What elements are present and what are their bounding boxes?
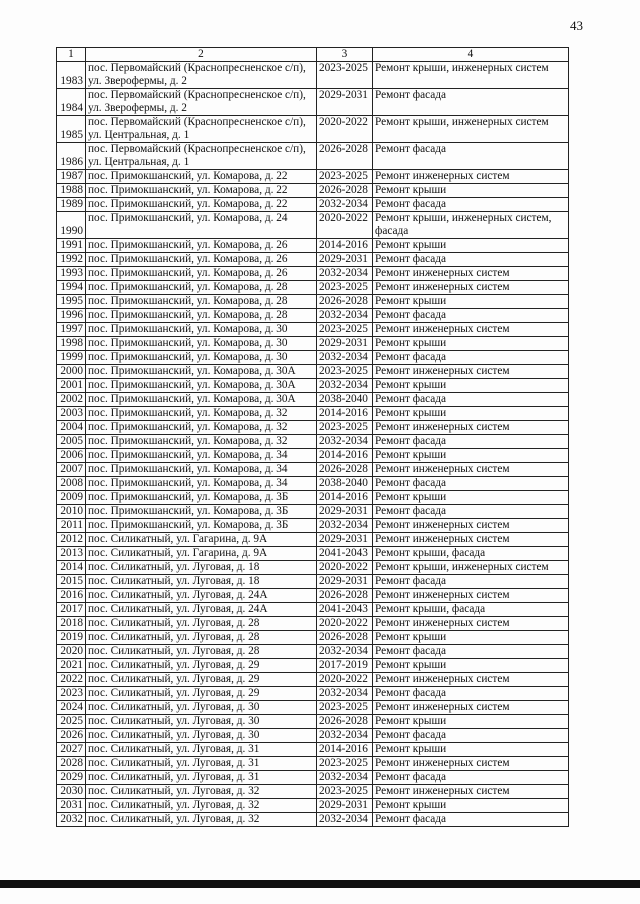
row-number: 2009	[57, 491, 86, 505]
row-years: 2038-2040	[317, 477, 373, 491]
row-address: пос. Силикатный, ул. Луговая, д. 31	[86, 757, 317, 771]
row-number: 2031	[57, 799, 86, 813]
row-work: Ремонт крыши	[373, 239, 569, 253]
row-years: 2041-2043	[317, 547, 373, 561]
row-number: 2027	[57, 743, 86, 757]
row-number: 1999	[57, 351, 86, 365]
table-row	[57, 407, 569, 421]
row-work: Ремонт крыши, фасада	[373, 547, 569, 561]
table-row	[57, 617, 569, 631]
row-years: 2029-2031	[317, 799, 373, 813]
row-address: пос. Примокшанский, ул. Комарова, д. 30	[86, 337, 317, 351]
row-years: 2023-2025	[317, 323, 373, 337]
table-row	[57, 379, 569, 393]
table-row	[57, 729, 569, 743]
row-address: пос. Примокшанский, ул. Комарова, д. 30А	[86, 393, 317, 407]
row-work: Ремонт инженерных систем	[373, 673, 569, 687]
row-address: пос. Примокшанский, ул. Комарова, д. 32	[86, 421, 317, 435]
row-years: 2020-2022	[317, 561, 373, 575]
row-years: 2020-2022	[317, 673, 373, 687]
row-years: 2032-2034	[317, 435, 373, 449]
row-years: 2017-2019	[317, 659, 373, 673]
row-number: 1985	[57, 116, 86, 143]
row-years: 2029-2031	[317, 89, 373, 116]
row-work: Ремонт инженерных систем	[373, 323, 569, 337]
row-number: 1983	[57, 62, 86, 89]
row-years: 2032-2034	[317, 309, 373, 323]
row-number: 1991	[57, 239, 86, 253]
row-years: 2029-2031	[317, 533, 373, 547]
row-work: Ремонт крыши, инженерных систем	[373, 116, 569, 143]
row-number: 2022	[57, 673, 86, 687]
row-address: пос. Примокшанский, ул. Комарова, д. 26	[86, 267, 317, 281]
table-row	[57, 337, 569, 351]
row-address: пос. Силикатный, ул. Луговая, д. 30	[86, 701, 317, 715]
row-address: пос. Примокшанский, ул. Комарова, д. 34	[86, 449, 317, 463]
row-work: Ремонт крыши	[373, 184, 569, 198]
row-years: 2023-2025	[317, 170, 373, 184]
row-number: 2017	[57, 603, 86, 617]
row-number: 2016	[57, 589, 86, 603]
table-row	[57, 715, 569, 729]
table-row	[57, 631, 569, 645]
row-years: 2032-2034	[317, 198, 373, 212]
row-years: 2023-2025	[317, 281, 373, 295]
row-address: пос. Примокшанский, ул. Комарова, д. 34	[86, 463, 317, 477]
row-address: пос. Силикатный, ул. Гагарина, д. 9А	[86, 533, 317, 547]
row-address: пос. Силикатный, ул. Луговая, д. 28	[86, 617, 317, 631]
row-address: пос. Примокшанский, ул. Комарова, д. 22	[86, 170, 317, 184]
row-work: Ремонт крыши	[373, 295, 569, 309]
row-number: 2020	[57, 645, 86, 659]
row-number: 2005	[57, 435, 86, 449]
row-work: Ремонт фасада	[373, 143, 569, 170]
row-number: 1997	[57, 323, 86, 337]
row-work: Ремонт крыши	[373, 337, 569, 351]
table-row	[57, 323, 569, 337]
row-address: пос. Примокшанский, ул. Комарова, д. 22	[86, 198, 317, 212]
row-work: Ремонт крыши	[373, 379, 569, 393]
row-address: пос. Примокшанский, ул. Комарова, д. 30	[86, 351, 317, 365]
row-number: 2029	[57, 771, 86, 785]
row-number: 2006	[57, 449, 86, 463]
row-number: 2014	[57, 561, 86, 575]
row-address: пос. Примокшанский, ул. Комарова, д. 3Б	[86, 491, 317, 505]
row-work: Ремонт инженерных систем	[373, 617, 569, 631]
row-years: 2023-2025	[317, 785, 373, 799]
row-years: 2041-2043	[317, 603, 373, 617]
row-work: Ремонт инженерных систем	[373, 785, 569, 799]
table-row	[57, 701, 569, 715]
row-number: 2024	[57, 701, 86, 715]
row-work: Ремонт фасада	[373, 253, 569, 267]
row-years: 2014-2016	[317, 239, 373, 253]
row-years: 2032-2034	[317, 645, 373, 659]
table-row	[57, 116, 569, 143]
row-number: 1990	[57, 212, 86, 239]
row-number: 2010	[57, 505, 86, 519]
row-address: пос. Примокшанский, ул. Комарова, д. 22	[86, 184, 317, 198]
table-row	[57, 575, 569, 589]
table-body	[57, 62, 569, 827]
row-years: 2020-2022	[317, 116, 373, 143]
row-number: 1996	[57, 309, 86, 323]
table-row	[57, 645, 569, 659]
row-work: Ремонт крыши	[373, 743, 569, 757]
table-row	[57, 757, 569, 771]
row-years: 2032-2034	[317, 351, 373, 365]
row-number: 2004	[57, 421, 86, 435]
row-years: 2026-2028	[317, 295, 373, 309]
row-number: 1994	[57, 281, 86, 295]
row-number: 1987	[57, 170, 86, 184]
table-row	[57, 253, 569, 267]
row-work: Ремонт инженерных систем	[373, 463, 569, 477]
row-work: Ремонт фасада	[373, 89, 569, 116]
repair-schedule-table	[56, 47, 569, 827]
row-address: пос. Силикатный, ул. Луговая, д. 31	[86, 743, 317, 757]
row-number: 2008	[57, 477, 86, 491]
header-col-address: 2	[86, 48, 317, 62]
row-years: 2029-2031	[317, 253, 373, 267]
row-address: пос. Силикатный, ул. Луговая, д. 29	[86, 659, 317, 673]
scan-edge-bar	[0, 880, 640, 888]
table-row	[57, 799, 569, 813]
row-address: пос. Примокшанский, ул. Комарова, д. 30А	[86, 365, 317, 379]
row-work: Ремонт фасада	[373, 771, 569, 785]
row-address: пос. Примокшанский, ул. Комарова, д. 34	[86, 477, 317, 491]
row-work: Ремонт инженерных систем	[373, 519, 569, 533]
row-address: пос. Силикатный, ул. Луговая, д. 32	[86, 785, 317, 799]
row-number: 2000	[57, 365, 86, 379]
row-work: Ремонт фасада	[373, 687, 569, 701]
row-work: Ремонт фасада	[373, 309, 569, 323]
table-row	[57, 309, 569, 323]
table-header-row	[57, 48, 569, 62]
row-number: 1995	[57, 295, 86, 309]
row-address: пос. Примокшанский, ул. Комарова, д. 28	[86, 281, 317, 295]
row-address: пос. Первомайский (Краснопресненское с/п), ул. Центральная, д. 1	[86, 116, 317, 143]
row-years: 2026-2028	[317, 184, 373, 198]
row-work: Ремонт инженерных систем	[373, 701, 569, 715]
row-years: 2023-2025	[317, 757, 373, 771]
table-row	[57, 547, 569, 561]
row-address: пос. Силикатный, ул. Гагарина, д. 9А	[86, 547, 317, 561]
table-row	[57, 743, 569, 757]
row-address: пос. Силикатный, ул. Луговая, д. 24А	[86, 589, 317, 603]
row-number: 2030	[57, 785, 86, 799]
row-work: Ремонт крыши	[373, 491, 569, 505]
table-row	[57, 449, 569, 463]
row-address: пос. Силикатный, ул. Луговая, д. 28	[86, 645, 317, 659]
row-address: пос. Примокшанский, ул. Комарова, д. 24	[86, 212, 317, 239]
row-work: Ремонт фасада	[373, 477, 569, 491]
row-years: 2032-2034	[317, 729, 373, 743]
row-work: Ремонт инженерных систем	[373, 421, 569, 435]
row-address: пос. Силикатный, ул. Луговая, д. 29	[86, 687, 317, 701]
row-work: Ремонт фасада	[373, 813, 569, 827]
row-work: Ремонт инженерных систем	[373, 757, 569, 771]
row-work: Ремонт крыши, инженерных систем	[373, 561, 569, 575]
row-number: 1988	[57, 184, 86, 198]
row-number: 1993	[57, 267, 86, 281]
row-number: 2023	[57, 687, 86, 701]
row-number: 1992	[57, 253, 86, 267]
table-row	[57, 659, 569, 673]
row-address: пос. Силикатный, ул. Луговая, д. 30	[86, 729, 317, 743]
row-number: 2018	[57, 617, 86, 631]
row-work: Ремонт крыши, инженерных систем, фасада	[373, 212, 569, 239]
table-row	[57, 589, 569, 603]
row-number: 2002	[57, 393, 86, 407]
row-work: Ремонт крыши	[373, 449, 569, 463]
row-address: пос. Силикатный, ул. Луговая, д. 28	[86, 631, 317, 645]
row-number: 2026	[57, 729, 86, 743]
row-number: 2011	[57, 519, 86, 533]
row-number: 1989	[57, 198, 86, 212]
table-row	[57, 785, 569, 799]
row-work: Ремонт фасада	[373, 351, 569, 365]
row-number: 2013	[57, 547, 86, 561]
row-work: Ремонт инженерных систем	[373, 267, 569, 281]
row-number: 1984	[57, 89, 86, 116]
row-work: Ремонт крыши	[373, 631, 569, 645]
table-row	[57, 365, 569, 379]
row-work: Ремонт фасада	[373, 575, 569, 589]
row-work: Ремонт крыши, инженерных систем	[373, 62, 569, 89]
header-col-number: 1	[57, 48, 86, 62]
row-work: Ремонт фасада	[373, 505, 569, 519]
row-address: пос. Примокшанский, ул. Комарова, д. 30	[86, 323, 317, 337]
row-work: Ремонт инженерных систем	[373, 365, 569, 379]
table-row	[57, 491, 569, 505]
row-address: пос. Силикатный, ул. Луговая, д. 32	[86, 799, 317, 813]
row-number: 2019	[57, 631, 86, 645]
table-row	[57, 687, 569, 701]
table-row	[57, 603, 569, 617]
row-number: 2012	[57, 533, 86, 547]
row-address: пос. Примокшанский, ул. Комарова, д. 30А	[86, 379, 317, 393]
row-work: Ремонт фасада	[373, 198, 569, 212]
table-row	[57, 351, 569, 365]
row-address: пос. Силикатный, ул. Луговая, д. 24А	[86, 603, 317, 617]
table-row	[57, 421, 569, 435]
table-row	[57, 393, 569, 407]
row-work: Ремонт крыши	[373, 407, 569, 421]
row-years: 2032-2034	[317, 519, 373, 533]
row-work: Ремонт инженерных систем	[373, 170, 569, 184]
table-row	[57, 143, 569, 170]
row-years: 2032-2034	[317, 813, 373, 827]
row-years: 2032-2034	[317, 771, 373, 785]
row-number: 2003	[57, 407, 86, 421]
row-years: 2029-2031	[317, 505, 373, 519]
row-address: пос. Силикатный, ул. Луговая, д. 31	[86, 771, 317, 785]
header-col-work: 4	[373, 48, 569, 62]
row-years: 2026-2028	[317, 715, 373, 729]
row-number: 1998	[57, 337, 86, 351]
row-years: 2023-2025	[317, 701, 373, 715]
row-years: 2023-2025	[317, 421, 373, 435]
table-row	[57, 771, 569, 785]
row-address: пос. Первомайский (Краснопресненское с/п), ул. Зверофермы, д. 2	[86, 89, 317, 116]
row-work: Ремонт крыши	[373, 799, 569, 813]
row-address: пос. Примокшанский, ул. Комарова, д. 3Б	[86, 505, 317, 519]
row-years: 2026-2028	[317, 589, 373, 603]
row-address: пос. Силикатный, ул. Луговая, д. 18	[86, 575, 317, 589]
row-years: 2032-2034	[317, 267, 373, 281]
table-row	[57, 89, 569, 116]
row-number: 2015	[57, 575, 86, 589]
row-address: пос. Примокшанский, ул. Комарова, д. 32	[86, 407, 317, 421]
table-row	[57, 435, 569, 449]
row-years: 2014-2016	[317, 743, 373, 757]
row-work: Ремонт фасада	[373, 729, 569, 743]
row-address: пос. Первомайский (Краснопресненское с/п), ул. Зверофермы, д. 2	[86, 62, 317, 89]
row-work: Ремонт инженерных систем	[373, 281, 569, 295]
header-col-years: 3	[317, 48, 373, 62]
row-years: 2014-2016	[317, 449, 373, 463]
row-number: 2028	[57, 757, 86, 771]
table-row	[57, 239, 569, 253]
row-address: пос. Примокшанский, ул. Комарова, д. 3Б	[86, 519, 317, 533]
row-work: Ремонт инженерных систем	[373, 589, 569, 603]
row-address: пос. Примокшанский, ул. Комарова, д. 32	[86, 435, 317, 449]
row-number: 1986	[57, 143, 86, 170]
table-row	[57, 62, 569, 89]
table-row	[57, 212, 569, 239]
row-years: 2023-2025	[317, 62, 373, 89]
row-work: Ремонт фасада	[373, 393, 569, 407]
table-row	[57, 561, 569, 575]
table-row	[57, 295, 569, 309]
row-number: 2021	[57, 659, 86, 673]
row-work: Ремонт инженерных систем	[373, 533, 569, 547]
row-work: Ремонт крыши	[373, 715, 569, 729]
row-address: пос. Силикатный, ул. Луговая, д. 18	[86, 561, 317, 575]
row-address: пос. Примокшанский, ул. Комарова, д. 28	[86, 295, 317, 309]
table-row	[57, 673, 569, 687]
row-years: 2023-2025	[317, 365, 373, 379]
row-work: Ремонт крыши	[373, 659, 569, 673]
table-row	[57, 533, 569, 547]
table-row	[57, 267, 569, 281]
table-row	[57, 170, 569, 184]
row-years: 2014-2016	[317, 407, 373, 421]
row-years: 2032-2034	[317, 687, 373, 701]
row-years: 2014-2016	[317, 491, 373, 505]
row-number: 2001	[57, 379, 86, 393]
row-address: пос. Силикатный, ул. Луговая, д. 29	[86, 673, 317, 687]
row-years: 2032-2034	[317, 379, 373, 393]
row-work: Ремонт фасада	[373, 645, 569, 659]
row-years: 2029-2031	[317, 575, 373, 589]
row-address: пос. Силикатный, ул. Луговая, д. 32	[86, 813, 317, 827]
row-address: пос. Примокшанский, ул. Комарова, д. 28	[86, 309, 317, 323]
row-work: Ремонт фасада	[373, 435, 569, 449]
table-row	[57, 184, 569, 198]
row-number: 2025	[57, 715, 86, 729]
table-row	[57, 198, 569, 212]
row-years: 2020-2022	[317, 617, 373, 631]
table-row	[57, 505, 569, 519]
table-row	[57, 463, 569, 477]
table-row	[57, 519, 569, 533]
row-years: 2020-2022	[317, 212, 373, 239]
table-row	[57, 813, 569, 827]
table-row	[57, 477, 569, 491]
row-number: 2007	[57, 463, 86, 477]
row-years: 2038-2040	[317, 393, 373, 407]
row-address: пос. Первомайский (Краснопресненское с/п), ул. Центральная, д. 1	[86, 143, 317, 170]
row-address: пос. Примокшанский, ул. Комарова, д. 26	[86, 253, 317, 267]
table-row	[57, 281, 569, 295]
row-years: 2026-2028	[317, 631, 373, 645]
row-years: 2029-2031	[317, 337, 373, 351]
row-address: пос. Примокшанский, ул. Комарова, д. 26	[86, 239, 317, 253]
row-number: 2032	[57, 813, 86, 827]
row-years: 2026-2028	[317, 143, 373, 170]
row-address: пос. Силикатный, ул. Луговая, д. 30	[86, 715, 317, 729]
page-number: 43	[570, 18, 583, 33]
row-work: Ремонт крыши, фасада	[373, 603, 569, 617]
row-years: 2026-2028	[317, 463, 373, 477]
